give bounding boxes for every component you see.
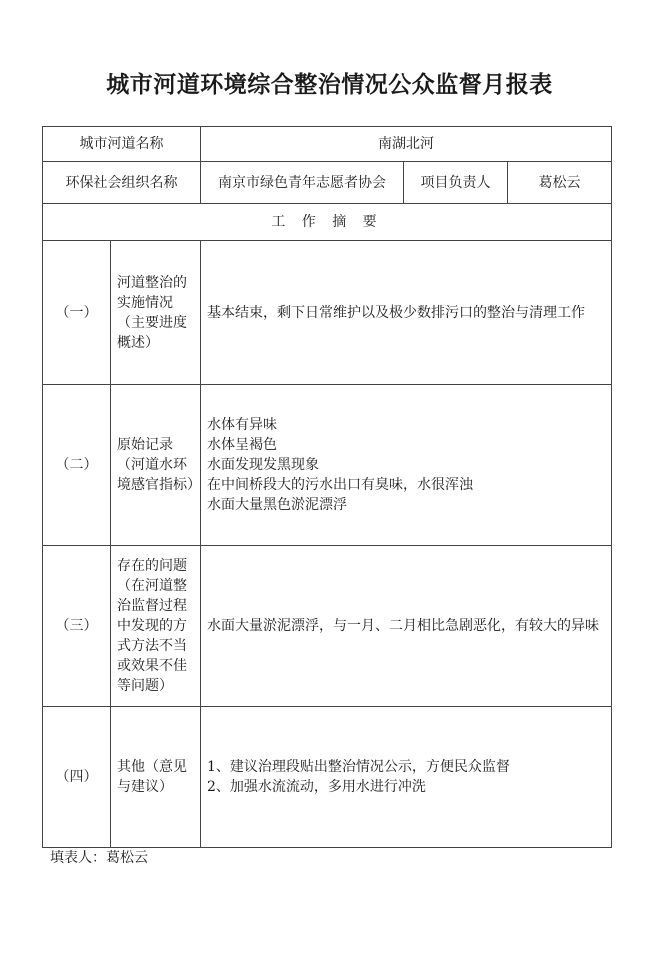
- content-line: 在中间桥段大的污水出口有臭味，水很浑浊: [207, 477, 473, 493]
- org-name-label: 环保社会组织名称: [43, 162, 201, 204]
- form-filler-name: 葛松云: [106, 850, 148, 866]
- project-leader-value: 葛松云: [508, 162, 612, 204]
- form-filler-label: 填表人：: [50, 850, 106, 866]
- river-name-value: 南湖北河: [201, 127, 612, 162]
- section-label: 河道整治的实施情况（主要进度概述）: [111, 241, 201, 385]
- section-row-1: [43, 241, 612, 385]
- section-number: （四）: [43, 707, 111, 848]
- river-name-label: 城市河道名称: [43, 127, 201, 162]
- section-row-3: [43, 546, 612, 707]
- content-line: 水面大量黑色淤泥漂浮: [207, 497, 347, 513]
- page-title: 城市河道环境综合整治情况公众监督月报表: [106, 71, 553, 98]
- content-line: 2、加强水流流动，多用水进行冲洗: [207, 779, 426, 795]
- section-number: （二）: [43, 385, 111, 546]
- section-label: 原始记录（河道水环境感官指标）: [111, 385, 201, 546]
- section-row-4: [43, 707, 612, 848]
- section-content: [201, 241, 612, 385]
- content-line: 水体呈褐色: [207, 437, 277, 453]
- section-number: （三）: [43, 546, 111, 707]
- section-number: （一）: [43, 241, 111, 385]
- summary-title-row: [43, 204, 612, 241]
- section-content: [201, 385, 612, 546]
- work-summary-heading: 工 作 摘 要: [43, 204, 612, 241]
- section-label: 存在的问题（在河道整治监督过程中发现的方式方法不当或效果不佳等问题）: [111, 546, 201, 707]
- org-name-value: 南京市绿色青年志愿者协会: [201, 162, 404, 204]
- section-label: 其他（意见与建议）: [111, 707, 201, 848]
- content-line: 基本结束，剩下日常维护以及极少数排污口的整治与清理工作: [207, 304, 585, 321]
- river-row: [43, 127, 612, 162]
- content-line: 水面大量淤泥漂浮，与一月、二月相比急剧恶化，有较大的异味: [207, 618, 599, 634]
- content-line: 水面发现发黑现象: [207, 457, 319, 473]
- content-line: 水体有异味: [207, 417, 277, 433]
- report-table: [42, 126, 612, 848]
- section-row-2: [43, 385, 612, 546]
- org-row: [43, 162, 612, 204]
- section-content: [201, 707, 612, 848]
- form-filler: [50, 848, 148, 868]
- content-line: 1、建议治理段贴出整治情况公示，方便民众监督: [207, 759, 510, 775]
- section-content: [201, 546, 612, 707]
- project-leader-label: 项目负责人: [404, 162, 508, 204]
